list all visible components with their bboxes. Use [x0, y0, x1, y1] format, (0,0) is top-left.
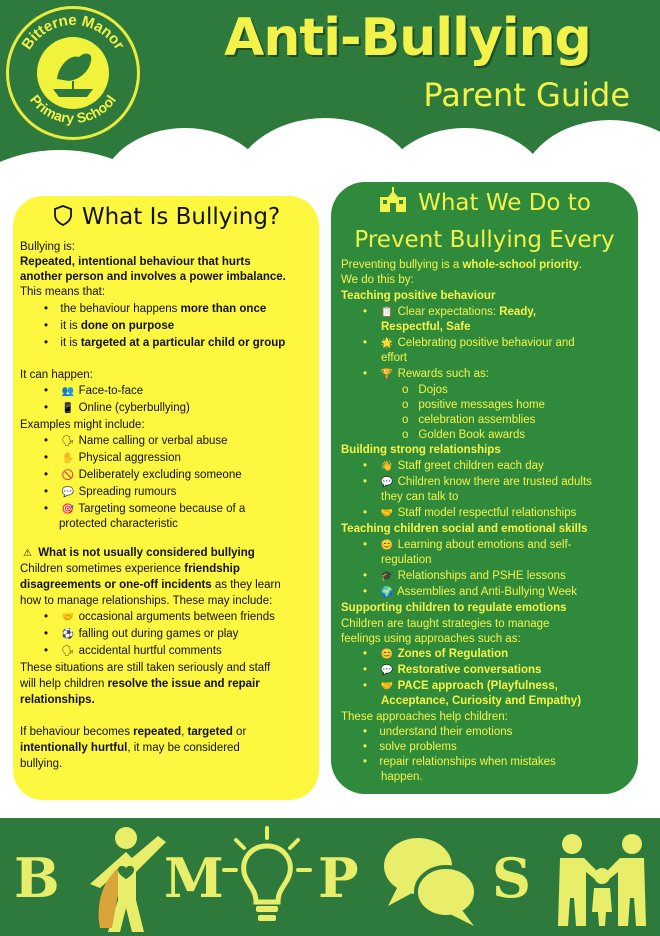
- football-icon: ⚽: [61, 629, 75, 640]
- footer-letter-p: P: [318, 846, 359, 910]
- right-heading-line2: [331, 227, 638, 253]
- text: Bullying is:: [20, 241, 75, 253]
- bold-text: Repeated, intentional behaviour that hurts: [20, 256, 251, 268]
- smiley-icon: 😊: [380, 649, 394, 660]
- logo-emblem: [9, 9, 137, 137]
- not-bullying-item: [44, 627, 238, 642]
- section-item: [363, 305, 536, 320]
- text: Learning about emotions and self-: [397, 539, 572, 551]
- wave-icon: 👋: [380, 461, 394, 472]
- target-icon: 🎯: [61, 504, 75, 515]
- school-icon: [378, 187, 408, 213]
- bold-text: Acceptance, Curiosity and Empathy): [381, 695, 582, 707]
- page-title: Anti-Bullying: [224, 8, 591, 68]
- means-label: [20, 285, 105, 300]
- right-heading-line1: [331, 187, 638, 216]
- text: Children are taught strategies to manage: [341, 618, 550, 630]
- section-item: [381, 490, 458, 505]
- text: happen.: [381, 771, 423, 783]
- bullying-definition: [20, 255, 251, 270]
- bullet-marker: •: [363, 586, 368, 598]
- text: ,: [181, 726, 188, 738]
- svg-text:Bitterne Manor: [19, 12, 128, 53]
- text: celebration assemblies: [418, 414, 536, 426]
- text: occasional arguments between friends: [78, 611, 275, 623]
- footer-letter-m: M: [164, 846, 224, 910]
- not-bullying-item: [44, 610, 275, 625]
- bold-text: repeated: [133, 726, 182, 738]
- not-bullying-intro: [20, 594, 272, 609]
- text: Celebrating positive behaviour and: [397, 337, 575, 349]
- text: Spreading rumours: [78, 486, 177, 498]
- means-item: [44, 302, 266, 317]
- text: repair relationships when mistakes: [379, 756, 556, 768]
- footer-letter-s: S: [492, 846, 531, 910]
- text: or: [232, 726, 247, 738]
- bullet-marker: •: [363, 756, 368, 768]
- text: We do this by:: [341, 274, 414, 286]
- bold-text: What is not usually considered bullying: [35, 547, 255, 559]
- reward-sub-item: [402, 398, 545, 413]
- lightbulb-icon: [222, 826, 312, 932]
- superhero-icon: [80, 824, 170, 934]
- section-item: [363, 506, 576, 521]
- hand-icon: ✋: [61, 453, 75, 464]
- boat-icon: [53, 89, 93, 97]
- text: Name calling or verbal abuse: [78, 435, 228, 447]
- text: Rewards such as:: [397, 368, 489, 380]
- bullet-marker: •: [363, 741, 368, 753]
- text: falling out during games or play: [78, 628, 239, 640]
- page-subtitle: Parent Guide: [423, 76, 630, 114]
- bold-text: PACE approach (Playfulness,: [397, 680, 558, 692]
- section-item: [363, 367, 489, 382]
- bullet-marker: •: [44, 303, 49, 315]
- section-title: [341, 522, 587, 537]
- bullet-marker: o: [402, 399, 409, 411]
- bold-text: disagreements or one-off incidents: [20, 579, 212, 591]
- example-item: [44, 468, 242, 483]
- bullet-marker: •: [44, 385, 49, 397]
- text: effort: [381, 352, 407, 364]
- star-icon: 🌟: [380, 338, 394, 349]
- text: , it may be considered: [127, 742, 240, 754]
- text: Physical aggression: [78, 452, 181, 464]
- bullet-marker: •: [44, 435, 49, 447]
- bullet-marker: •: [363, 664, 368, 676]
- text: as they learn: [211, 579, 281, 591]
- bold-text: Building strong relationships: [341, 444, 501, 456]
- section-item: [363, 663, 541, 678]
- help-intro: [341, 710, 508, 725]
- left-heading: [0, 204, 332, 230]
- text: Golden Book awards: [418, 429, 526, 441]
- prevent-intro: [341, 258, 582, 273]
- speech-bubble-icon: 💬: [61, 487, 75, 498]
- bullet-marker: •: [44, 611, 49, 623]
- bold-text: Supporting children to regulate emotions: [341, 602, 567, 614]
- means-item: [44, 336, 285, 351]
- bold-text: whole-school priority: [462, 259, 579, 271]
- not-bullying-intro: [20, 562, 240, 577]
- not-bullying-intro: [20, 578, 281, 593]
- text: bullying.: [20, 758, 63, 770]
- section-intro: [341, 632, 521, 647]
- left-heading-text: What Is Bullying?: [81, 204, 281, 230]
- trophy-icon: 🏆: [380, 369, 394, 380]
- text: solve problems: [379, 741, 457, 753]
- bold-text: Teaching positive behaviour: [341, 290, 496, 302]
- section-item: [363, 647, 508, 662]
- section-title: [341, 289, 495, 304]
- example-item: [44, 451, 181, 466]
- bullet-marker: •: [363, 337, 368, 349]
- footer-banner: [0, 818, 660, 936]
- logo-text-bottom: Primary School: [27, 91, 119, 127]
- bullet-marker: •: [44, 628, 49, 640]
- right-heading-text: Prevent Bullying Every: [354, 227, 615, 253]
- bold-text: another person and involves a power imbalance.: [20, 271, 286, 283]
- bullet-marker: •: [44, 469, 49, 481]
- bullet-marker: o: [402, 384, 409, 396]
- section-item: [381, 694, 581, 709]
- bold-text: relationships.: [20, 694, 95, 706]
- bold-text: Respectful, Safe: [381, 321, 471, 333]
- bullet-marker: o: [402, 429, 409, 441]
- bullet-marker: •: [44, 320, 49, 332]
- bullet-marker: •: [363, 460, 368, 472]
- bullet-marker: •: [363, 368, 368, 380]
- bullet-marker: •: [363, 306, 368, 318]
- text: .: [578, 259, 582, 271]
- text: Examples might include:: [20, 419, 145, 431]
- text: regulation: [381, 554, 432, 566]
- can-happen-label: [20, 368, 93, 383]
- handshake-icon: 🤝: [61, 612, 75, 623]
- handshake-icon: 🤝: [380, 508, 394, 519]
- happen-item: [44, 401, 190, 416]
- closing-text: [20, 757, 62, 772]
- text: If behaviour becomes: [20, 726, 134, 738]
- help-item: [363, 725, 512, 740]
- warning-icon: ⚠: [23, 548, 32, 559]
- text: Assemblies and Anti-Bullying Week: [396, 586, 577, 598]
- section-item: [363, 475, 592, 490]
- bold-text: targeted at a particular child or group: [80, 337, 286, 349]
- no-entry-icon: 🚫: [61, 470, 75, 481]
- bullet-marker: •: [363, 570, 368, 582]
- section-item: [363, 538, 572, 553]
- footer-letter-b: B: [14, 846, 60, 910]
- smiley-icon: 😊: [380, 540, 394, 551]
- help-item: [381, 770, 423, 785]
- section-item: [363, 336, 575, 351]
- bullet-marker: •: [44, 486, 49, 498]
- handshake-icon: 🤝: [380, 681, 394, 692]
- speaking-icon: 🗣: [61, 646, 75, 657]
- bold-text: Ready,: [499, 306, 537, 318]
- text: These approaches help children:: [341, 711, 508, 723]
- text: Relationships and PSHE lessons: [397, 570, 566, 582]
- bullet-marker: •: [363, 539, 368, 551]
- speech-bubble-icon: 💬: [380, 665, 394, 676]
- help-item: [363, 740, 457, 755]
- text: Children sometimes experience: [20, 563, 185, 575]
- serious-text: [20, 693, 95, 708]
- cloud-decoration: [520, 120, 660, 190]
- bullying-definition: [20, 270, 286, 285]
- text: Dojos: [418, 384, 448, 396]
- text: positive messages home: [418, 399, 545, 411]
- section-item: [363, 459, 544, 474]
- speech-bubbles-icon: [380, 832, 480, 928]
- bold-text: Zones of Regulation: [397, 648, 509, 660]
- right-heading-text: What We Do to: [418, 190, 591, 216]
- happen-item: [44, 384, 143, 399]
- text: Targeting someone because of a: [78, 503, 246, 515]
- example-item: [59, 517, 178, 532]
- reward-sub-item: [402, 383, 448, 398]
- closing-text: [20, 725, 246, 740]
- text: Preventing bullying is a: [341, 259, 463, 271]
- closing-text: [20, 741, 240, 756]
- section-item: [381, 553, 432, 568]
- text: they can talk to: [381, 491, 459, 503]
- example-item: [44, 434, 228, 449]
- bullet-marker: •: [363, 726, 368, 738]
- bullet-marker: •: [44, 337, 49, 349]
- bullet-marker: •: [44, 452, 49, 464]
- school-logo: [6, 6, 140, 140]
- bullet-marker: •: [363, 507, 368, 519]
- people-icon: 👥: [61, 386, 75, 397]
- bullying-intro: [20, 240, 75, 255]
- bullet-marker: •: [44, 503, 49, 515]
- bullet-marker: •: [363, 680, 368, 692]
- section-item: [381, 320, 470, 335]
- section-item: [381, 351, 407, 366]
- speech-bubble-icon: 💬: [380, 477, 394, 488]
- reward-sub-item: [402, 413, 535, 428]
- header-banner: [0, 0, 660, 190]
- bullet-marker: •: [44, 645, 49, 657]
- graduation-cap-icon: 🎓: [380, 571, 394, 582]
- not-bullying-item: [44, 644, 222, 659]
- text: Online (cyberbullying): [78, 402, 190, 414]
- text: It can happen:: [20, 369, 93, 381]
- bold-text: friendship: [184, 563, 240, 575]
- text: it is: [60, 320, 81, 332]
- bold-text: intentionally hurtful: [20, 742, 128, 754]
- phone-icon: 📱: [61, 403, 75, 414]
- bold-text: more than once: [180, 303, 267, 315]
- family-icon: [552, 832, 652, 928]
- bold-text: Teaching children social and emotional skills: [341, 523, 588, 535]
- text: protected characteristic: [59, 518, 178, 530]
- example-item: [44, 502, 245, 517]
- bold-text: Restorative conversations: [397, 664, 542, 676]
- shield-icon: [52, 204, 74, 226]
- prevent-intro2: [341, 273, 414, 288]
- text: how to manage relationships. These may include:: [20, 595, 273, 607]
- bullet-marker: •: [44, 402, 49, 414]
- text: the behaviour happens: [60, 303, 181, 315]
- serious-text: [20, 677, 260, 692]
- bold-text: resolve the issue and repair: [107, 678, 260, 690]
- text: it is: [60, 337, 81, 349]
- means-item: [44, 319, 174, 334]
- section-intro: [341, 617, 549, 632]
- serious-text: [20, 661, 270, 676]
- reward-sub-item: [402, 428, 525, 443]
- logo-text-top: Bitterne Manor: [18, 11, 128, 53]
- text: understand their emotions: [379, 726, 513, 738]
- text: Staff greet children each day: [397, 460, 544, 472]
- section-item: [363, 585, 577, 600]
- text: Deliberately excluding someone: [78, 469, 242, 481]
- clipboard-icon: 📋: [380, 307, 394, 318]
- text: will help children: [20, 678, 108, 690]
- text: feelings using approaches such as:: [341, 633, 521, 645]
- not-bullying-heading: [20, 546, 255, 561]
- section-title: [341, 443, 501, 458]
- speaking-icon: 🗣: [61, 436, 75, 447]
- globe-icon: 🌍: [380, 587, 394, 598]
- bird-icon: [57, 54, 91, 81]
- text: This means that:: [20, 286, 106, 298]
- example-item: [44, 485, 176, 500]
- text: accidental hurtful comments: [78, 645, 222, 657]
- bullet-marker: •: [363, 648, 368, 660]
- text: These situations are still taken seriously and staff: [20, 662, 271, 674]
- bullet-marker: •: [363, 476, 368, 488]
- text: Children know there are trusted adults: [397, 476, 592, 488]
- section-title: [341, 601, 567, 616]
- text: Clear expectations:: [397, 306, 500, 318]
- bold-text: targeted: [187, 726, 233, 738]
- bold-text: done on purpose: [80, 320, 175, 332]
- examples-label: [20, 418, 145, 433]
- help-item: [363, 755, 556, 770]
- section-item: [363, 569, 566, 584]
- section-item: [363, 679, 558, 694]
- bullet-marker: o: [402, 414, 409, 426]
- text: Face-to-face: [78, 385, 144, 397]
- text: Staff model respectful relationships: [397, 507, 577, 519]
